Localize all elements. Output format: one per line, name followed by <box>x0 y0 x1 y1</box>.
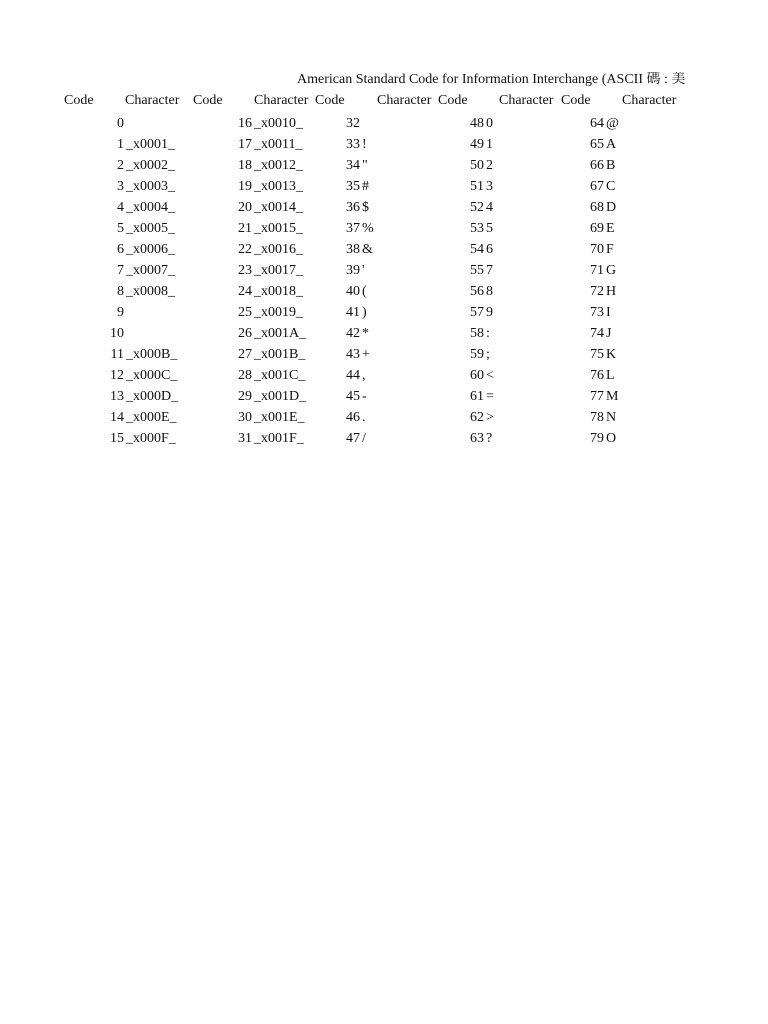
character-cell: _x000D_ <box>126 389 179 404</box>
character-cell: _x0015_ <box>254 221 303 236</box>
code-cell: 64 <box>590 116 604 131</box>
header-code-1: Code <box>64 93 94 108</box>
code-cell: 1 <box>117 137 124 152</box>
table-row <box>0 179 768 200</box>
character-cell: & <box>362 242 373 257</box>
code-cell: 61 <box>470 389 484 404</box>
code-cell: 20 <box>238 200 252 215</box>
code-cell: 76 <box>590 368 604 383</box>
header-character-3: Character <box>377 93 432 108</box>
character-cell: _x0006_ <box>126 242 175 257</box>
code-cell: 11 <box>110 347 124 362</box>
code-cell: 28 <box>238 368 252 383</box>
code-cell: 59 <box>470 347 484 362</box>
code-cell: 2 <box>117 158 124 173</box>
code-cell: 14 <box>110 410 124 425</box>
code-cell: 33 <box>346 137 360 152</box>
header-code-5: Code <box>561 93 591 108</box>
character-cell: _x000B_ <box>126 347 178 362</box>
character-cell: _x001E_ <box>254 410 305 425</box>
code-cell: 67 <box>590 179 604 194</box>
table-row <box>0 347 768 368</box>
table-row <box>0 137 768 158</box>
character-cell: _x0007_ <box>126 263 175 278</box>
code-cell: 45 <box>346 389 360 404</box>
character-cell: _x001C_ <box>254 368 306 383</box>
character-cell: * <box>362 326 369 341</box>
code-cell: 27 <box>238 347 252 362</box>
character-cell: 1 <box>486 137 493 152</box>
code-cell: 12 <box>110 368 124 383</box>
character-cell: + <box>362 347 370 362</box>
header-code-3: Code <box>315 93 345 108</box>
code-cell: 13 <box>110 389 124 404</box>
character-cell: > <box>486 410 494 425</box>
code-cell: 71 <box>590 263 604 278</box>
character-cell: E <box>606 221 615 236</box>
character-cell: J <box>606 326 612 341</box>
character-cell: 6 <box>486 242 493 257</box>
code-cell: 78 <box>590 410 604 425</box>
header-character-4: Character <box>499 93 554 108</box>
code-cell: 3 <box>117 179 124 194</box>
character-cell: _x001A_ <box>254 326 307 341</box>
character-cell: _x000E_ <box>126 410 177 425</box>
character-cell: A <box>606 137 617 152</box>
character-cell: _x0016_ <box>254 242 303 257</box>
header-character-2: Character <box>254 93 309 108</box>
character-cell: D <box>606 200 617 215</box>
table-row <box>0 158 768 179</box>
character-cell: N <box>606 410 617 425</box>
header-code-2: Code <box>193 93 223 108</box>
character-cell: _x0001_ <box>126 137 175 152</box>
code-cell: 36 <box>346 200 360 215</box>
character-cell: L <box>606 368 615 383</box>
character-cell: ( <box>362 284 367 299</box>
code-cell: 16 <box>238 116 252 131</box>
character-cell: _x0003_ <box>126 179 175 194</box>
character-cell: < <box>486 368 494 383</box>
code-cell: 41 <box>346 305 360 320</box>
code-cell: 40 <box>346 284 360 299</box>
code-cell: 79 <box>590 431 604 446</box>
code-cell: 74 <box>590 326 604 341</box>
code-cell: 72 <box>590 284 604 299</box>
table-row <box>0 200 768 221</box>
code-cell: 70 <box>590 242 604 257</box>
table-row <box>0 389 768 410</box>
character-cell: _x0019_ <box>254 305 303 320</box>
code-cell: 69 <box>590 221 604 236</box>
code-cell: 77 <box>590 389 604 404</box>
code-cell: 75 <box>590 347 604 362</box>
character-cell: 9 <box>486 305 493 320</box>
character-cell: M <box>606 389 619 404</box>
code-cell: 6 <box>117 242 124 257</box>
character-cell: , <box>362 368 366 383</box>
table-row <box>0 368 768 389</box>
code-cell: 49 <box>470 137 484 152</box>
table-row <box>0 326 768 347</box>
code-cell: 63 <box>470 431 484 446</box>
character-cell: @ <box>606 116 619 131</box>
character-cell: = <box>486 389 494 404</box>
character-cell: _x0010_ <box>254 116 303 131</box>
code-cell: 25 <box>238 305 252 320</box>
code-cell: 65 <box>590 137 604 152</box>
table-row <box>0 305 768 326</box>
character-cell: ; <box>486 347 490 362</box>
character-cell: 3 <box>486 179 493 194</box>
character-cell: B <box>606 158 616 173</box>
character-cell: _x0002_ <box>126 158 175 173</box>
character-cell: / <box>362 431 366 446</box>
code-cell: 18 <box>238 158 252 173</box>
character-cell: I <box>606 305 611 320</box>
character-cell: ' <box>362 263 365 278</box>
character-cell: K <box>606 347 617 362</box>
character-cell: F <box>606 242 614 257</box>
header-character-5: Character <box>622 93 677 108</box>
code-cell: 30 <box>238 410 252 425</box>
code-cell: 47 <box>346 431 360 446</box>
code-cell: 52 <box>470 200 484 215</box>
character-cell: - <box>362 389 367 404</box>
table-row <box>0 263 768 284</box>
character-cell: _x000F_ <box>126 431 176 446</box>
code-cell: 51 <box>470 179 484 194</box>
code-cell: 15 <box>110 431 124 446</box>
code-cell: 54 <box>470 242 484 257</box>
code-cell: 66 <box>590 158 604 173</box>
code-cell: 21 <box>238 221 252 236</box>
character-cell: 5 <box>486 221 493 236</box>
character-cell: 4 <box>486 200 493 215</box>
code-cell: 10 <box>110 326 124 341</box>
table-row <box>0 431 768 452</box>
code-cell: 57 <box>470 305 484 320</box>
character-cell: _x0014_ <box>254 200 303 215</box>
code-cell: 8 <box>117 284 124 299</box>
character-cell: _x0011_ <box>254 137 303 152</box>
code-cell: 53 <box>470 221 484 236</box>
code-cell: 68 <box>590 200 604 215</box>
header-code-4: Code <box>438 93 468 108</box>
code-cell: 5 <box>117 221 124 236</box>
code-cell: 32 <box>346 116 360 131</box>
code-cell: 29 <box>238 389 252 404</box>
code-cell: 44 <box>346 368 360 383</box>
character-cell: _x000C_ <box>126 368 178 383</box>
character-cell: 2 <box>486 158 493 173</box>
character-cell: 7 <box>486 263 493 278</box>
table-row <box>0 221 768 242</box>
code-cell: 37 <box>346 221 360 236</box>
code-cell: 73 <box>590 305 604 320</box>
code-cell: 60 <box>470 368 484 383</box>
code-cell: 23 <box>238 263 252 278</box>
character-cell: _x001D_ <box>254 389 307 404</box>
character-cell: _x0012_ <box>254 158 303 173</box>
character-cell: : <box>486 326 490 341</box>
character-cell: _x0017_ <box>254 263 303 278</box>
character-cell: C <box>606 179 616 194</box>
code-cell: 7 <box>117 263 124 278</box>
character-cell: # <box>362 179 369 194</box>
character-cell: 0 <box>486 116 493 131</box>
code-cell: 39 <box>346 263 360 278</box>
code-cell: 38 <box>346 242 360 257</box>
table-row <box>0 284 768 305</box>
code-cell: 22 <box>238 242 252 257</box>
code-cell: 31 <box>238 431 252 446</box>
character-cell: _x0008_ <box>126 284 175 299</box>
code-cell: 55 <box>470 263 484 278</box>
code-cell: 43 <box>346 347 360 362</box>
code-cell: 26 <box>238 326 252 341</box>
code-cell: 50 <box>470 158 484 173</box>
code-cell: 17 <box>238 137 252 152</box>
character-cell: $ <box>362 200 369 215</box>
character-cell: ) <box>362 305 367 320</box>
table-row <box>0 242 768 263</box>
code-cell: 34 <box>346 158 360 173</box>
character-cell: _x0005_ <box>126 221 175 236</box>
code-cell: 9 <box>117 305 124 320</box>
code-cell: 58 <box>470 326 484 341</box>
code-cell: 35 <box>346 179 360 194</box>
character-cell: O <box>606 431 617 446</box>
character-cell: G <box>606 263 617 278</box>
character-cell: . <box>362 410 366 425</box>
table-row <box>0 116 768 137</box>
character-cell: _x0018_ <box>254 284 303 299</box>
character-cell: % <box>362 221 374 236</box>
code-cell: 48 <box>470 116 484 131</box>
code-cell: 0 <box>117 116 124 131</box>
code-cell: 56 <box>470 284 484 299</box>
code-cell: 24 <box>238 284 252 299</box>
code-cell: 19 <box>238 179 252 194</box>
code-cell: 4 <box>117 200 124 215</box>
character-cell: _x0004_ <box>126 200 175 215</box>
code-cell: 62 <box>470 410 484 425</box>
character-cell: _x001B_ <box>254 347 306 362</box>
character-cell: _x0013_ <box>254 179 303 194</box>
sheet-title: American Standard Code for Information Interchange (ASCII 碼 : 美 <box>297 72 686 87</box>
character-cell: ? <box>486 431 493 446</box>
character-cell: H <box>606 284 617 299</box>
character-cell: _x001F_ <box>254 431 304 446</box>
code-cell: 46 <box>346 410 360 425</box>
code-cell: 42 <box>346 326 360 341</box>
character-cell: ! <box>362 137 367 152</box>
character-cell: 8 <box>486 284 493 299</box>
header-character-1: Character <box>125 93 180 108</box>
character-cell: " <box>362 158 368 173</box>
table-row <box>0 410 768 431</box>
